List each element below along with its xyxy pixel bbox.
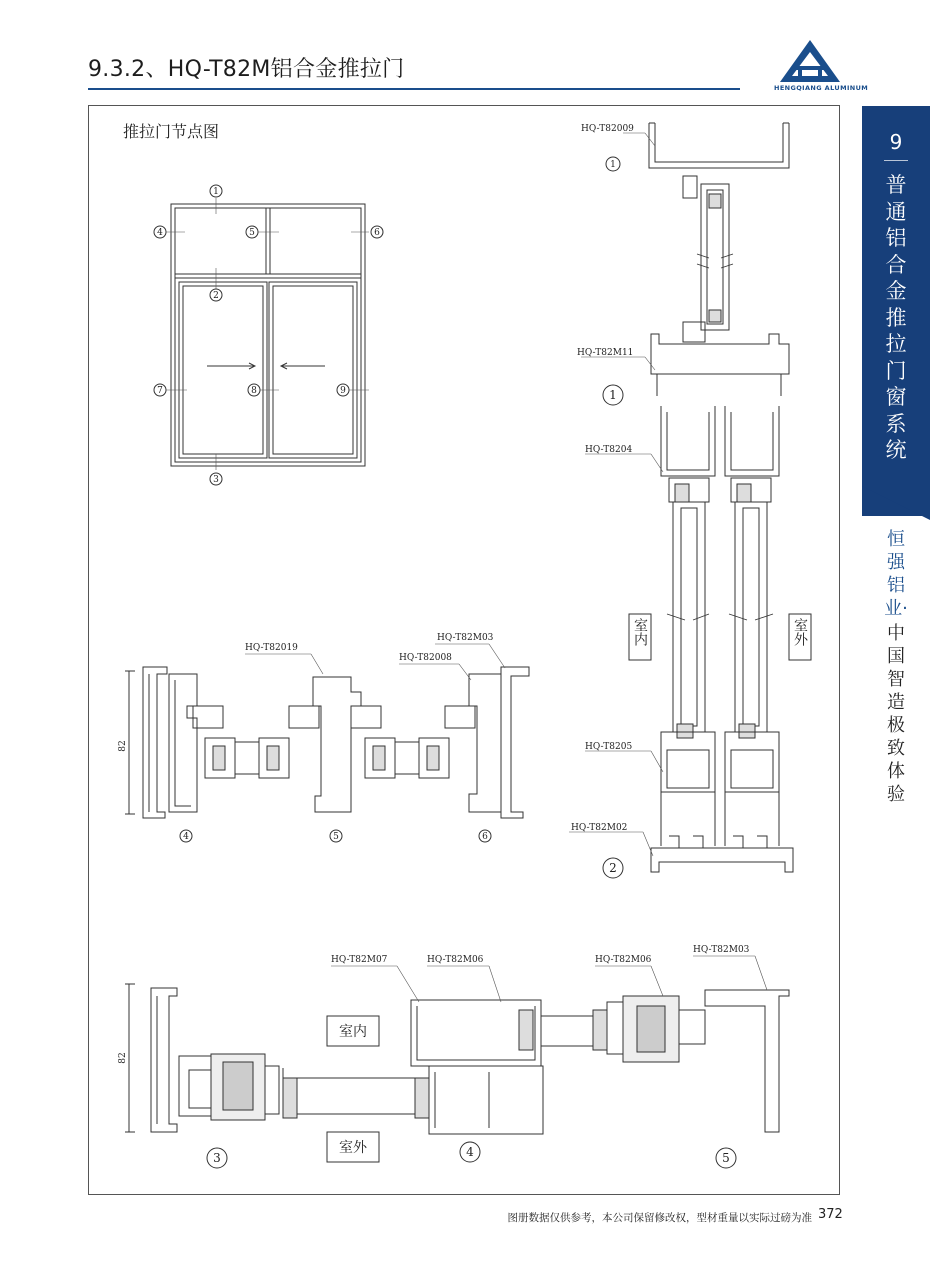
- svg-text:9: 9: [340, 386, 346, 396]
- profile-label-hq-t82m06-right: HQ-T82M06: [595, 955, 652, 965]
- elevation-marker-7: [154, 384, 166, 396]
- svg-text:3: 3: [213, 1151, 221, 1165]
- brand-name: 恒强铝业·: [884, 529, 908, 619]
- profile-label-hq-t82m07: HQ-T82M07: [331, 955, 388, 965]
- elevation-marker-1: [210, 185, 222, 197]
- drawing-caption: 推拉门节点图: [123, 122, 220, 141]
- elevation-marker-9: [337, 384, 349, 396]
- outdoor-label-bottom: 室外: [339, 1140, 367, 1156]
- page-title: 9.3.2、HQ-T82M铝合金推拉门: [88, 57, 405, 82]
- vertical-section-labels: [571, 124, 811, 878]
- svg-text:4: 4: [157, 228, 163, 238]
- svg-text:5: 5: [722, 1151, 730, 1165]
- profile-label-hq-t8205: HQ-T8205: [585, 742, 633, 752]
- svg-text:8: 8: [251, 386, 257, 396]
- mid-horizontal-section: [125, 644, 529, 818]
- door-elevation: [165, 198, 369, 470]
- chapter-title: 普通铝合金推拉门窗系统: [885, 173, 907, 462]
- svg-text:1: 1: [213, 187, 219, 197]
- elevation-marker-4: [154, 226, 166, 238]
- mid-marker-6: [479, 830, 491, 842]
- bottom-horizontal-section: [125, 956, 789, 1134]
- chapter-tab-slant: [862, 486, 930, 520]
- drawing-frame: [88, 105, 840, 1195]
- svg-text:5: 5: [333, 832, 339, 842]
- footer-note: 图册数据仅供参考，本公司保留修改权，型材重量以实际过磅为准: [507, 1212, 812, 1224]
- svg-text:4: 4: [183, 832, 189, 842]
- svg-text:3: 3: [213, 475, 219, 485]
- profile-label-hq-t8204: HQ-T8204: [585, 445, 633, 455]
- svg-text:6: 6: [374, 228, 380, 238]
- mid-marker-4: [180, 830, 192, 842]
- elevation-marker-2: [210, 289, 222, 301]
- profile-label-hq-t82m11: HQ-T82M11: [577, 348, 634, 358]
- profile-label-hq-t82m03: HQ-T82M03: [437, 633, 494, 643]
- elevation-marker-6: [371, 226, 383, 238]
- svg-text:1: 1: [609, 388, 617, 402]
- indoor-label-bottom: 室内: [339, 1024, 367, 1040]
- page-number: 372: [818, 1207, 843, 1222]
- dimension-82-mid: 82: [118, 740, 128, 752]
- vertical-marker-1-top: [606, 157, 620, 171]
- svg-text:6: 6: [482, 832, 488, 842]
- technical-drawing: [89, 106, 839, 1194]
- dimension-82-bottom: 82: [118, 1052, 128, 1064]
- profile-label-hq-t82m06-left: HQ-T82M06: [427, 955, 484, 965]
- elevation-marker-5: [246, 226, 258, 238]
- svg-text:2: 2: [609, 861, 617, 875]
- svg-text:7: 7: [157, 386, 163, 396]
- indoor-label-vertical: 室内: [632, 618, 648, 646]
- vertical-section: [569, 123, 793, 872]
- svg-text:2: 2: [213, 291, 219, 301]
- profile-label-hq-t82008: HQ-T82008: [399, 653, 452, 663]
- brand-slogan: 中国智造 极致体验: [887, 623, 905, 805]
- bottom-marker-5: [716, 1148, 736, 1168]
- profile-label-hq-t82m02: HQ-T82M02: [571, 823, 628, 833]
- profile-label-hq-t82009: HQ-T82009: [581, 124, 634, 134]
- svg-text:4: 4: [466, 1145, 474, 1159]
- mid-marker-5: [330, 830, 342, 842]
- header-rule: [88, 88, 740, 90]
- profile-label-hq-t82m03-bottom: HQ-T82M03: [693, 945, 750, 955]
- svg-text:1: 1: [610, 160, 616, 170]
- profile-label-hq-t82019: HQ-T82019: [245, 643, 298, 653]
- outdoor-label-vertical: 室外: [792, 618, 808, 646]
- bottom-marker-4: [460, 1142, 480, 1162]
- vertical-marker-1: [603, 385, 623, 405]
- chapter-number: 9: [889, 130, 903, 154]
- logo-text: HENGQIANG ALUMINUM: [774, 84, 869, 92]
- elevation-marker-8: [248, 384, 260, 396]
- elevation-marker-3: [210, 473, 222, 485]
- bottom-marker-3: [207, 1148, 227, 1168]
- vertical-marker-2: [603, 858, 623, 878]
- chapter-rule: [884, 160, 908, 161]
- svg-text:5: 5: [249, 228, 255, 238]
